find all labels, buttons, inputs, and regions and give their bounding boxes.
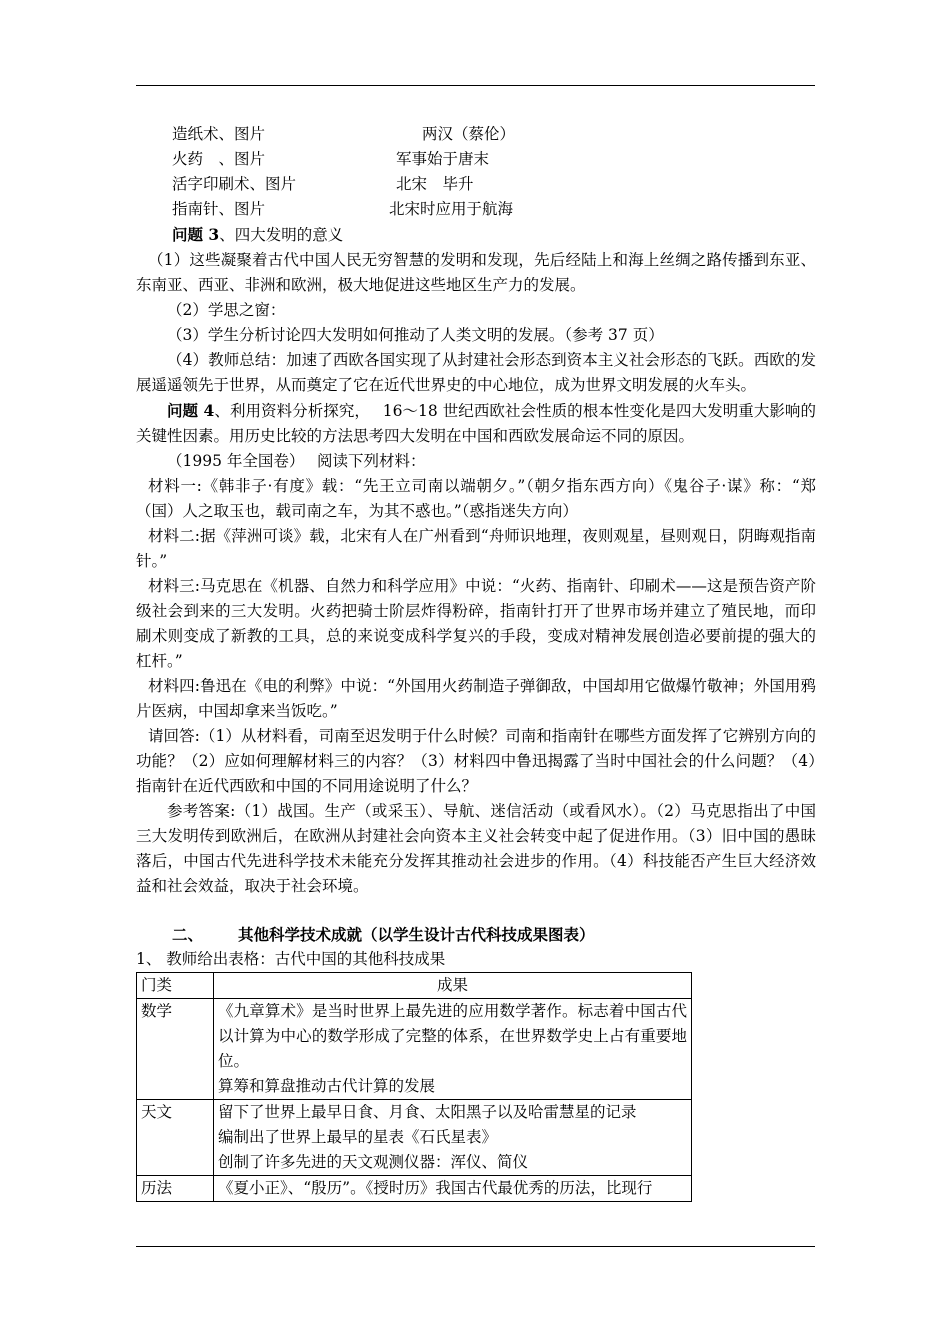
paragraph: （1995 年全国卷） 阅读下列材料： <box>167 452 426 470</box>
table-cell-achievement <box>214 999 692 1100</box>
table-cell-achievement <box>214 1100 692 1176</box>
achievement-line: 创制了许多先进的天文观测仪器：浑仪、简仪 <box>218 1153 529 1171</box>
question-3-label: 问题 3 <box>172 225 220 244</box>
achievements-table <box>136 972 692 1202</box>
invention-info: 两汉（蔡伦） <box>422 125 516 143</box>
table-cell-category: 天文 <box>137 1100 214 1176</box>
header-category: 门类 <box>137 973 214 999</box>
paragraph: （4）教师总结：加速了西欧各国实现了从封建社会形态到资本主义社会形态的飞跃。西欧的发展遥遥领先于世界，从而奠定了它在近代世界史的中心地位，成为世界文明发展的火车头。 <box>136 351 816 394</box>
invention-info: 北宋 毕升 <box>396 175 474 193</box>
material-4: 材料四:鲁迅在《电的利弊》中说：“外国用火药制造子弹御敌，中国却用它做爆竹敬神；外国用鸦片医病，中国却拿来当饭吃。” <box>136 677 816 720</box>
table-cell-achievement <box>214 1176 692 1202</box>
questions: 请回答:（1）从材料看，司南至迟发明于什么时候？司南和指南针在哪些方面发挥了它辨别方向的功能？（2）应如何理解材料三的内容？（3）材料四中鲁迅揭露了当时中国社会的什么问题？（4）指南针在近代西欧和中国的不同用途说明了什么？ <box>136 727 816 795</box>
invention-row <box>136 172 816 197</box>
question-3-text: 、四大发明的意义 <box>219 226 344 244</box>
invention-info: 军事始于唐末 <box>396 150 490 168</box>
achievement-line: 算筹和算盘推动古代计算的发展 <box>218 1077 436 1095</box>
table-row <box>137 1176 692 1202</box>
invention-row <box>136 147 816 172</box>
paragraph: （2）学思之窗： <box>167 301 286 319</box>
material-2: 材料二:据《萍洲可谈》载，北宋有人在广州看到“舟师识地理，夜则观星，昼则观日，阴晦观指南针。” <box>136 527 816 570</box>
achievement-line: 留下了世界上最早日食、月食、太阳黑子以及哈雷慧星的记录 <box>218 1103 637 1121</box>
section-title: 其他科学技术成就（以学生设计古代科技成果图表） <box>238 925 595 944</box>
achievement-line: 《九章算术》是当时世界上最先进的应用数学著作。标志着中国古代以计算为中心的数学形成了完整的体系，在世界数学史上占有重要地位。 <box>218 1002 687 1070</box>
invention-name: 火药 、图片 <box>172 150 266 168</box>
invention-row <box>136 122 816 147</box>
material-3: 材料三:马克思在《机器、自然力和科学应用》中说：“火药、指南针、印刷术——这是预告资产阶级社会到来的三大发明。火药把骑士阶层炸得粉碎，指南针打开了世界市场并建立了殖民地，而印刷术则变成了新教的工具，总的来说变成科学复兴的手段，变成对精神发展创造必要前提的强大的杠杆。” <box>136 577 816 670</box>
header-achievement: 成果 <box>214 973 692 999</box>
invention-info: 北宋时应用于航海 <box>389 200 514 218</box>
section-heading <box>136 922 816 947</box>
reference-answer: 参考答案:（1）战国。生产（或采玉）、导航、迷信活动（或看风水）。（2）马克思指出了中国三大发明传到欧洲后，在欧洲从封建社会向资本主义社会转变中起了促进作用。（3）旧中国的愚昧落后，中国古代先进科学技术未能充分发挥其推动社会进步的作用。（4）科技能否产生巨大经济效益和社会效益，取决于社会环境。 <box>136 802 816 895</box>
question-4-label: 问题 4 <box>167 401 215 420</box>
material-1: 材料一:《韩非子·有度》载：“先王立司南以端朝夕。”（朝夕指东西方向）《鬼谷子·谋》称：“郑（国）人之取玉也，载司南之车，为其不惑也。”（惑指迷失方向） <box>136 477 816 520</box>
achievement-line: 《夏小正》、“殷历”。《授时历》我国古代最优秀的历法，比现行 <box>218 1179 653 1197</box>
document-body <box>136 122 816 1202</box>
table-row <box>137 999 692 1100</box>
table-header-row <box>137 973 692 999</box>
question-4-title <box>136 398 816 449</box>
question-4-text: 、利用资料分析探究， 16～18 世纪西欧社会性质的根本性变化是四大发明重大影响的关键性因素。用历史比较的方法思考四大发明在中国和西欧发展命运不同的原因。 <box>136 402 816 445</box>
table-row <box>137 1100 692 1176</box>
table-intro: 1、 教师给出表格：古代中国的其他科技成果 <box>136 950 446 968</box>
section-number: 二、 <box>172 925 204 944</box>
table-cell-category: 数学 <box>137 999 214 1100</box>
paragraph: （3）学生分析讨论四大发明如何推动了人类文明的发展。（参考 37 页） <box>167 326 664 344</box>
header-rule <box>136 85 815 86</box>
footer-rule <box>136 1246 815 1247</box>
invention-name: 活字印刷术、图片 <box>172 175 297 193</box>
paragraph: （1）这些凝聚着古代中国人民无穷智慧的发明和发现，先后经陆上和海上丝绸之路传播到东亚、东南亚、西亚、非洲和欧洲，极大地促进这些地区生产力的发展。 <box>136 251 816 294</box>
invention-row <box>136 197 816 222</box>
question-3-title <box>136 222 816 248</box>
achievement-line: 编制出了世界上最早的星表《石氏星表》 <box>218 1128 498 1146</box>
invention-name: 造纸术、图片 <box>172 125 266 143</box>
invention-name: 指南针、图片 <box>172 200 266 218</box>
table-cell-category: 历法 <box>137 1176 214 1202</box>
